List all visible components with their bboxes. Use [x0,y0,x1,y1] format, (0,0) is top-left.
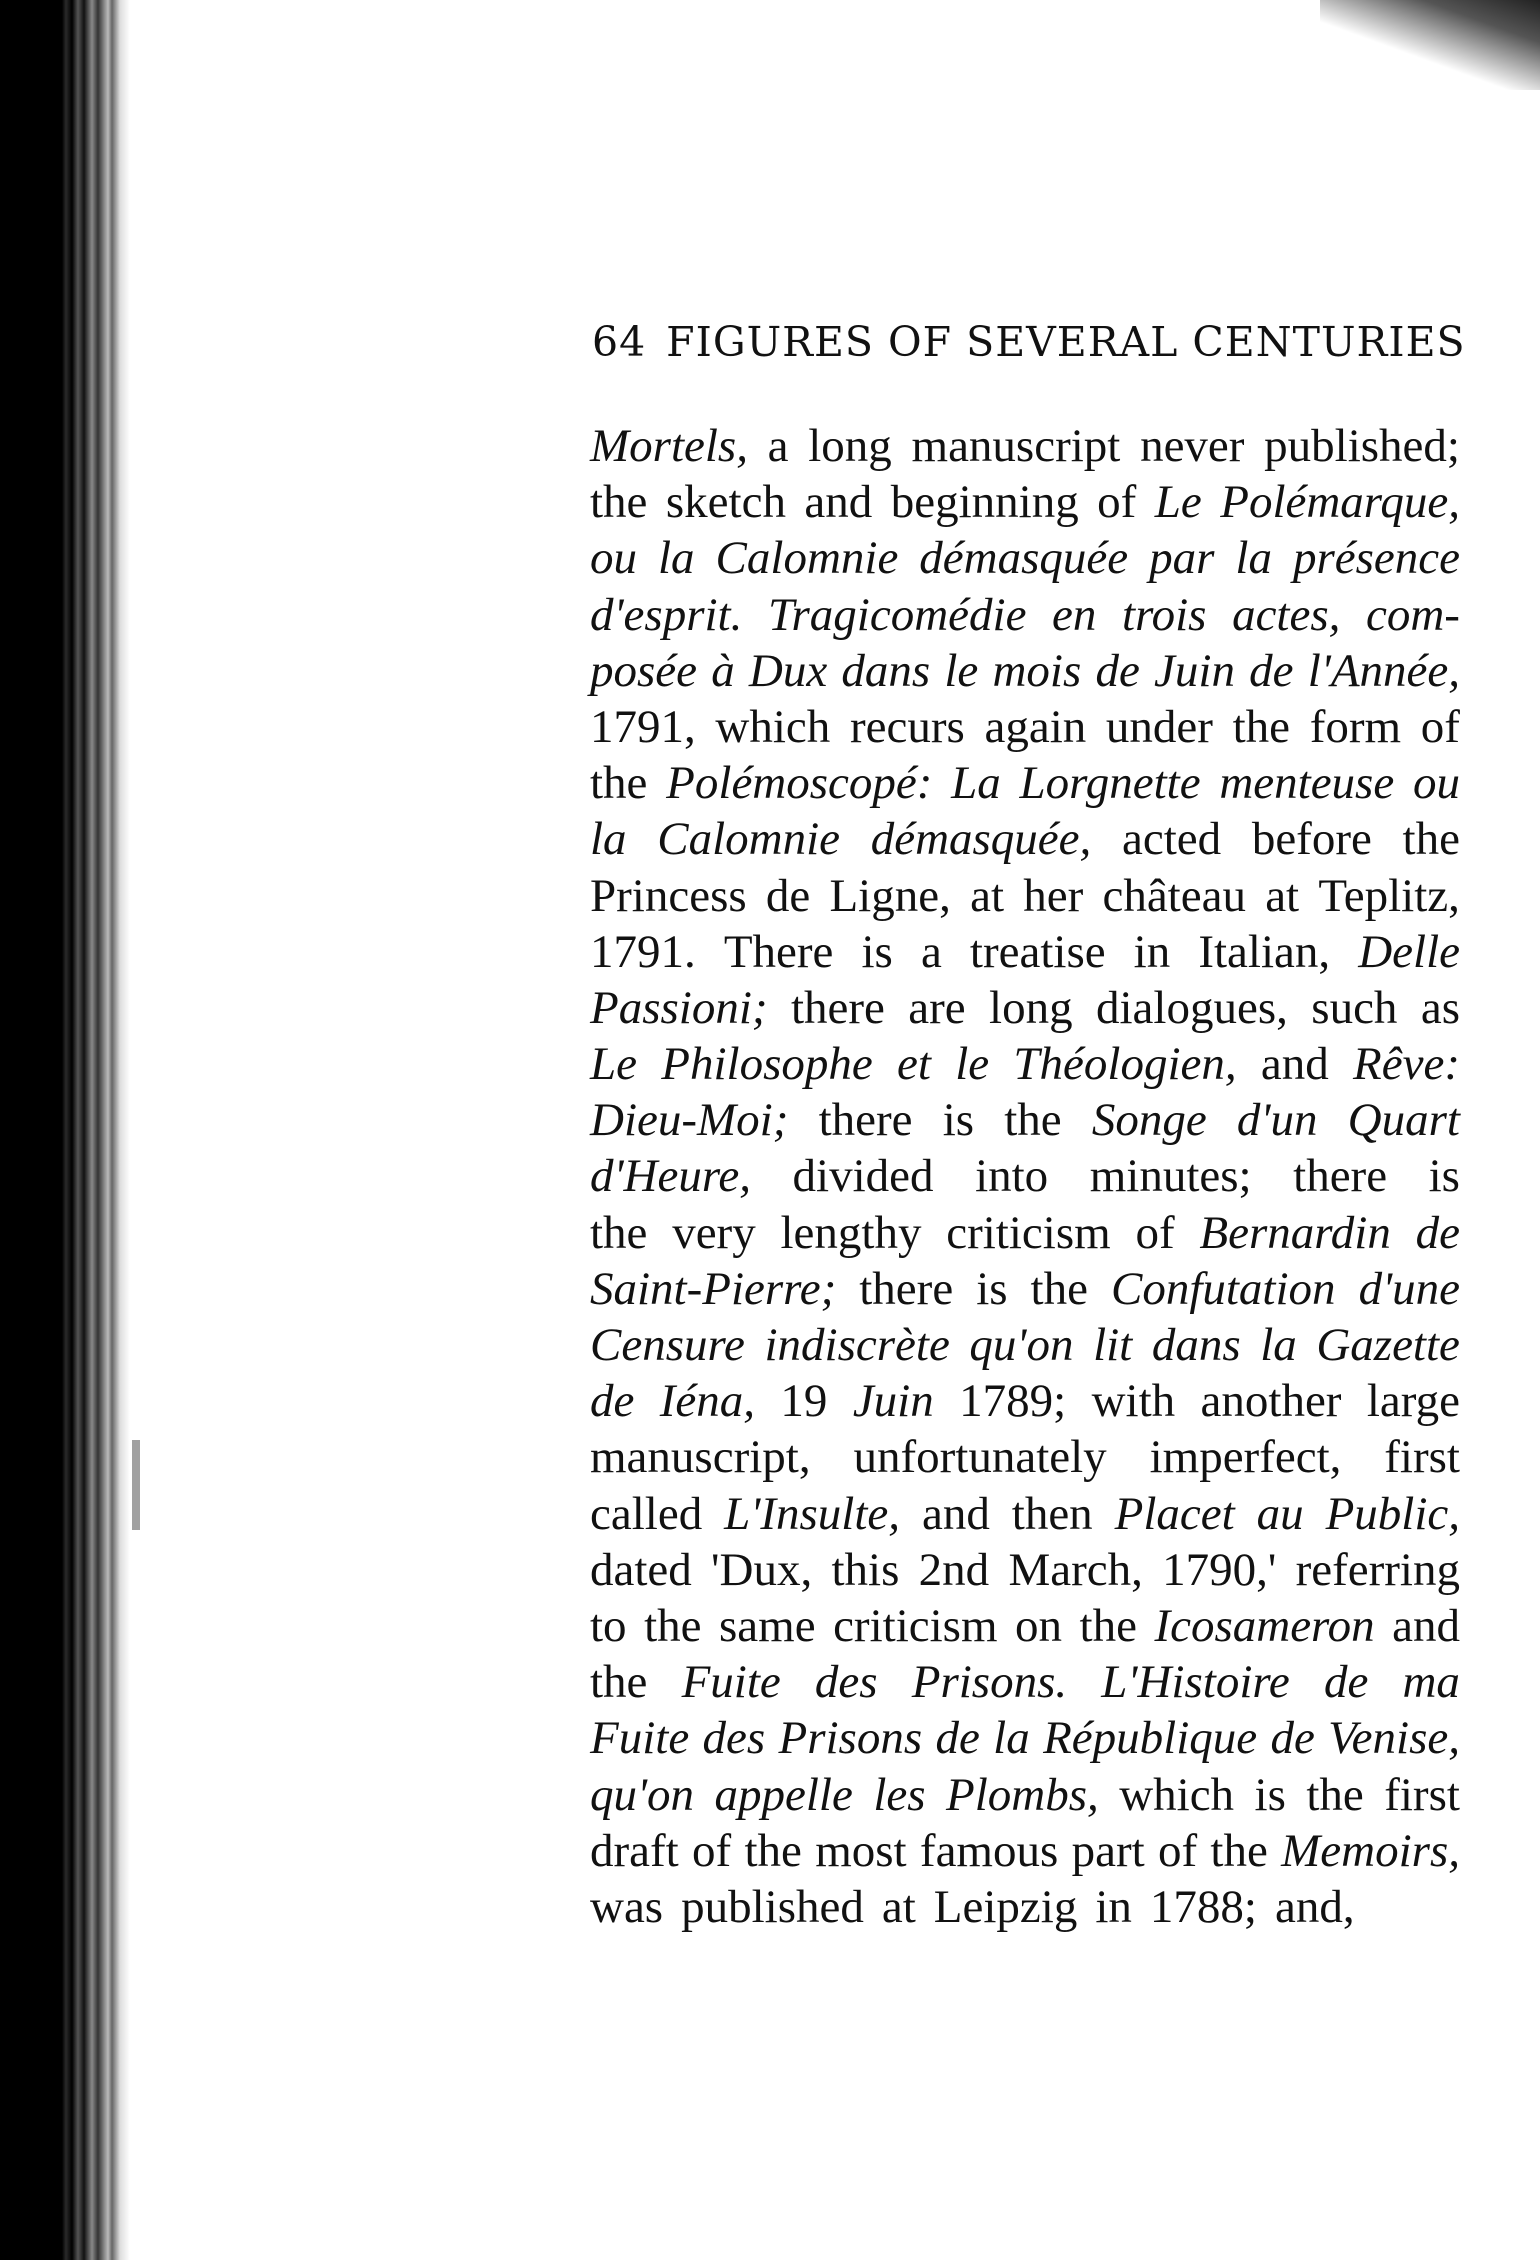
word: at [970,869,1004,922]
word: are [908,981,966,1034]
word: first [1384,1431,1460,1484]
word: of [1157,1824,1198,1877]
word: under [1105,700,1213,753]
word: présence [1292,532,1460,585]
word: recurs [849,700,965,753]
word: such [1311,981,1398,1034]
text-line [590,1373,1460,1429]
word: de [1270,1712,1315,1765]
text-line [590,1598,1460,1654]
word: is [942,1094,975,1147]
word: qu'on [969,1319,1074,1371]
word: lit [1093,1319,1133,1371]
word: Public, [1325,1487,1460,1540]
word: of [692,1824,732,1877]
word: des [814,1656,878,1709]
text-line [590,980,1460,1036]
word: there [859,1262,954,1315]
word: sketch [665,476,786,529]
word: the [1306,1768,1364,1821]
word: of [1135,1206,1175,1259]
word: long [989,981,1073,1034]
word: and, [1274,1880,1355,1933]
word: 1789; [959,1375,1067,1428]
word: Dux [748,644,828,697]
text-line [590,643,1460,699]
word: is [976,1262,1008,1315]
running-head-title: FIGURES OF SEVERAL CENTURIES [666,318,1466,366]
word: des [702,1712,766,1765]
word: d'un [1236,1094,1318,1147]
word: Italian, [1198,925,1331,978]
word: Mortels, [590,420,748,472]
word: very [672,1206,756,1259]
word: Calomnie [715,532,899,585]
word: Théologien, [1013,1038,1237,1091]
word: manuscript [911,420,1121,472]
word: de [935,1712,980,1765]
word: before [1251,813,1372,866]
word: la [1260,1319,1297,1371]
text-line [590,1710,1460,1766]
word: 2nd [918,1543,990,1596]
text-line [590,1148,1460,1204]
word: posée [590,644,698,697]
word: lengthy [780,1206,922,1259]
word: Ligne, [829,869,951,922]
word: there [1293,1150,1388,1203]
gutter-mark [132,1440,140,1530]
word: Delle [1358,925,1460,978]
word: la [1235,532,1272,585]
word: of [1097,476,1137,529]
word: au [1256,1487,1304,1540]
word: Memoirs, [1281,1824,1460,1877]
word: Le [590,1038,637,1091]
word: the [590,476,648,529]
word: dans [1151,1319,1241,1371]
text-line [590,1092,1460,1148]
word: the [1232,700,1291,753]
word: République [1043,1712,1258,1765]
text-line [590,1317,1460,1373]
word: is [1428,1150,1460,1203]
word: is [861,925,893,978]
word: L'Insulte, [724,1487,901,1540]
word: Bernardin [1199,1206,1391,1259]
binding-shadow [0,0,130,2260]
word: Venise, [1328,1712,1460,1765]
text-line [590,1429,1460,1485]
word: in [1133,925,1171,978]
text-line [590,1542,1460,1598]
word: again [984,700,1087,753]
word: then [1011,1487,1093,1540]
word: le [955,1038,990,1091]
word: was [590,1880,664,1933]
word: trois [1122,588,1207,641]
word: unfortunately [853,1431,1107,1484]
word: Philosophe [661,1038,873,1091]
text-line [590,1486,1460,1542]
word: at [881,1880,916,1933]
text-line [590,868,1460,924]
word: Passioni; [590,981,768,1034]
word: the [1210,1824,1268,1877]
word: and [804,476,873,529]
word: 1788; [1149,1880,1257,1933]
word: there [790,981,885,1034]
word: appelle [714,1768,853,1821]
text-line [590,587,1460,643]
text-line [590,418,1460,474]
word: as [1420,981,1460,1034]
word: le [944,644,979,697]
text-line [590,1654,1460,1710]
word: March, [1008,1543,1143,1596]
word: Teplitz, [1318,869,1460,922]
word: Polémoscopé: [666,757,933,810]
word: with [1091,1375,1176,1428]
word: dialogues, [1096,981,1288,1034]
word: La [951,757,1001,810]
word: Plombs, [945,1768,1099,1821]
word: Saint-Pierre; [590,1262,837,1315]
word: Dieu-Moi; [590,1094,789,1147]
word: There [723,925,834,978]
word: another [1200,1375,1342,1428]
text-line [590,811,1460,867]
word: the [1079,1599,1137,1652]
word: draft [590,1824,679,1877]
word: d'esprit. [590,588,743,641]
word: the [590,757,648,810]
word: first [1384,1768,1460,1821]
word: actes, [1232,588,1341,641]
word: Polémarque, [1220,476,1460,529]
word: ou [590,532,637,585]
text-line [590,1879,1460,1935]
word: to [590,1599,627,1652]
text-line [590,1036,1460,1092]
word: which [1119,1768,1235,1821]
word: the [590,1656,648,1709]
word: ou [1412,757,1460,810]
word: and [1392,1599,1460,1652]
word: de [1095,644,1140,697]
word: 1790,' [1162,1543,1277,1596]
word: Placet [1114,1487,1235,1540]
word: qu'on [590,1768,695,1821]
word: et [897,1038,931,1091]
text-line [590,474,1460,530]
word: minutes; [1089,1150,1252,1203]
word: Princess [590,869,747,922]
text-line [590,699,1460,755]
word: Quart [1347,1094,1460,1147]
word: famous [919,1824,1059,1877]
word: imperfect, [1149,1431,1342,1484]
word: Confutation [1110,1262,1336,1315]
word: Tragicomédie [767,588,1027,641]
word: l'Année, [1307,644,1460,697]
text-line [590,755,1460,811]
word: in [1095,1880,1132,1933]
word: menteuse [1219,757,1395,810]
text-line [590,1823,1460,1879]
word: Songe [1091,1094,1207,1147]
word: and [1260,1038,1329,1091]
word: same [718,1599,816,1652]
word: Icosameron [1154,1599,1375,1652]
word: Juin [852,1375,934,1428]
word: Fuite [681,1656,781,1709]
text-line [590,1205,1460,1261]
word: the [1030,1262,1088,1315]
word: de [1323,1656,1369,1709]
text-line [590,924,1460,980]
word: dans [841,644,931,697]
word: L'Histoire [1101,1656,1290,1709]
word: the [644,1599,702,1652]
word: par [1149,532,1215,585]
word: Prisons [778,1712,923,1765]
word: a [920,925,942,978]
word: beginning [890,476,1079,529]
word: Lorgnette [1019,757,1201,810]
word: Gazette [1316,1319,1460,1371]
word: criticism [833,1599,998,1652]
word: divided [792,1150,934,1203]
word: and [921,1487,990,1540]
word: Rêve: [1353,1038,1460,1091]
word: ma [1402,1656,1460,1709]
text-line [590,1261,1460,1317]
word: on [1015,1599,1063,1652]
word: Leipzig [933,1880,1078,1933]
word: at [1265,869,1300,922]
word: les [873,1768,926,1821]
word: Iéna, [659,1375,756,1428]
word: la [590,813,627,866]
word: of [1420,700,1460,753]
running-head [592,318,1472,366]
word: Juin [1154,644,1235,697]
word: Fuite [590,1712,690,1765]
corner-shadow [1320,0,1540,90]
word: la [657,532,695,585]
text-line [590,530,1460,586]
word: la [993,1712,1030,1765]
word: com- [1365,588,1460,641]
word: the [590,1206,648,1259]
word: published [681,1880,864,1933]
word: mois [992,644,1082,697]
word: long [808,420,892,472]
word: à [711,644,735,697]
word: her [1023,869,1084,922]
word: Calomnie [657,813,841,866]
word: criticism [946,1206,1111,1259]
word: démasquée, [870,813,1092,866]
word: en [1052,588,1097,641]
word: the [1004,1094,1062,1147]
word: published; [1264,420,1460,472]
word: acted [1121,813,1222,866]
word: Censure [590,1319,745,1371]
word: de [1249,644,1294,697]
word: d'Heure, [590,1150,752,1203]
word: called [590,1487,703,1540]
word: d'une [1358,1262,1460,1315]
word: the [744,1824,802,1877]
word: this [831,1543,900,1596]
word: dated [590,1543,692,1596]
word: château [1102,869,1246,922]
word: 'Dux, [711,1543,813,1596]
word: Prisons. [911,1656,1068,1709]
text-line [590,1767,1460,1823]
word: never [1140,420,1245,472]
word: most [815,1824,907,1877]
word: démasquée [919,532,1129,585]
word: large [1366,1375,1460,1428]
word: the [1402,813,1460,866]
word: form [1309,700,1402,753]
word: a [767,420,789,472]
word: into [975,1150,1049,1203]
word: de [1415,1206,1460,1259]
word: which [715,700,831,753]
word: referring [1295,1543,1460,1596]
word: 1791, [590,700,696,753]
word: Le [1154,476,1202,529]
word: treatise [969,925,1106,978]
page-number: 64 [592,318,647,366]
word: manuscript, [590,1431,811,1484]
word: indiscrète [764,1319,950,1371]
body-text [590,418,1460,1935]
word: 19 [780,1375,828,1428]
word: there [818,1094,913,1147]
word: de [765,869,811,922]
word: is [1254,1768,1286,1821]
word: part [1071,1824,1145,1877]
word: 1791. [590,925,696,978]
word: de [590,1375,635,1428]
